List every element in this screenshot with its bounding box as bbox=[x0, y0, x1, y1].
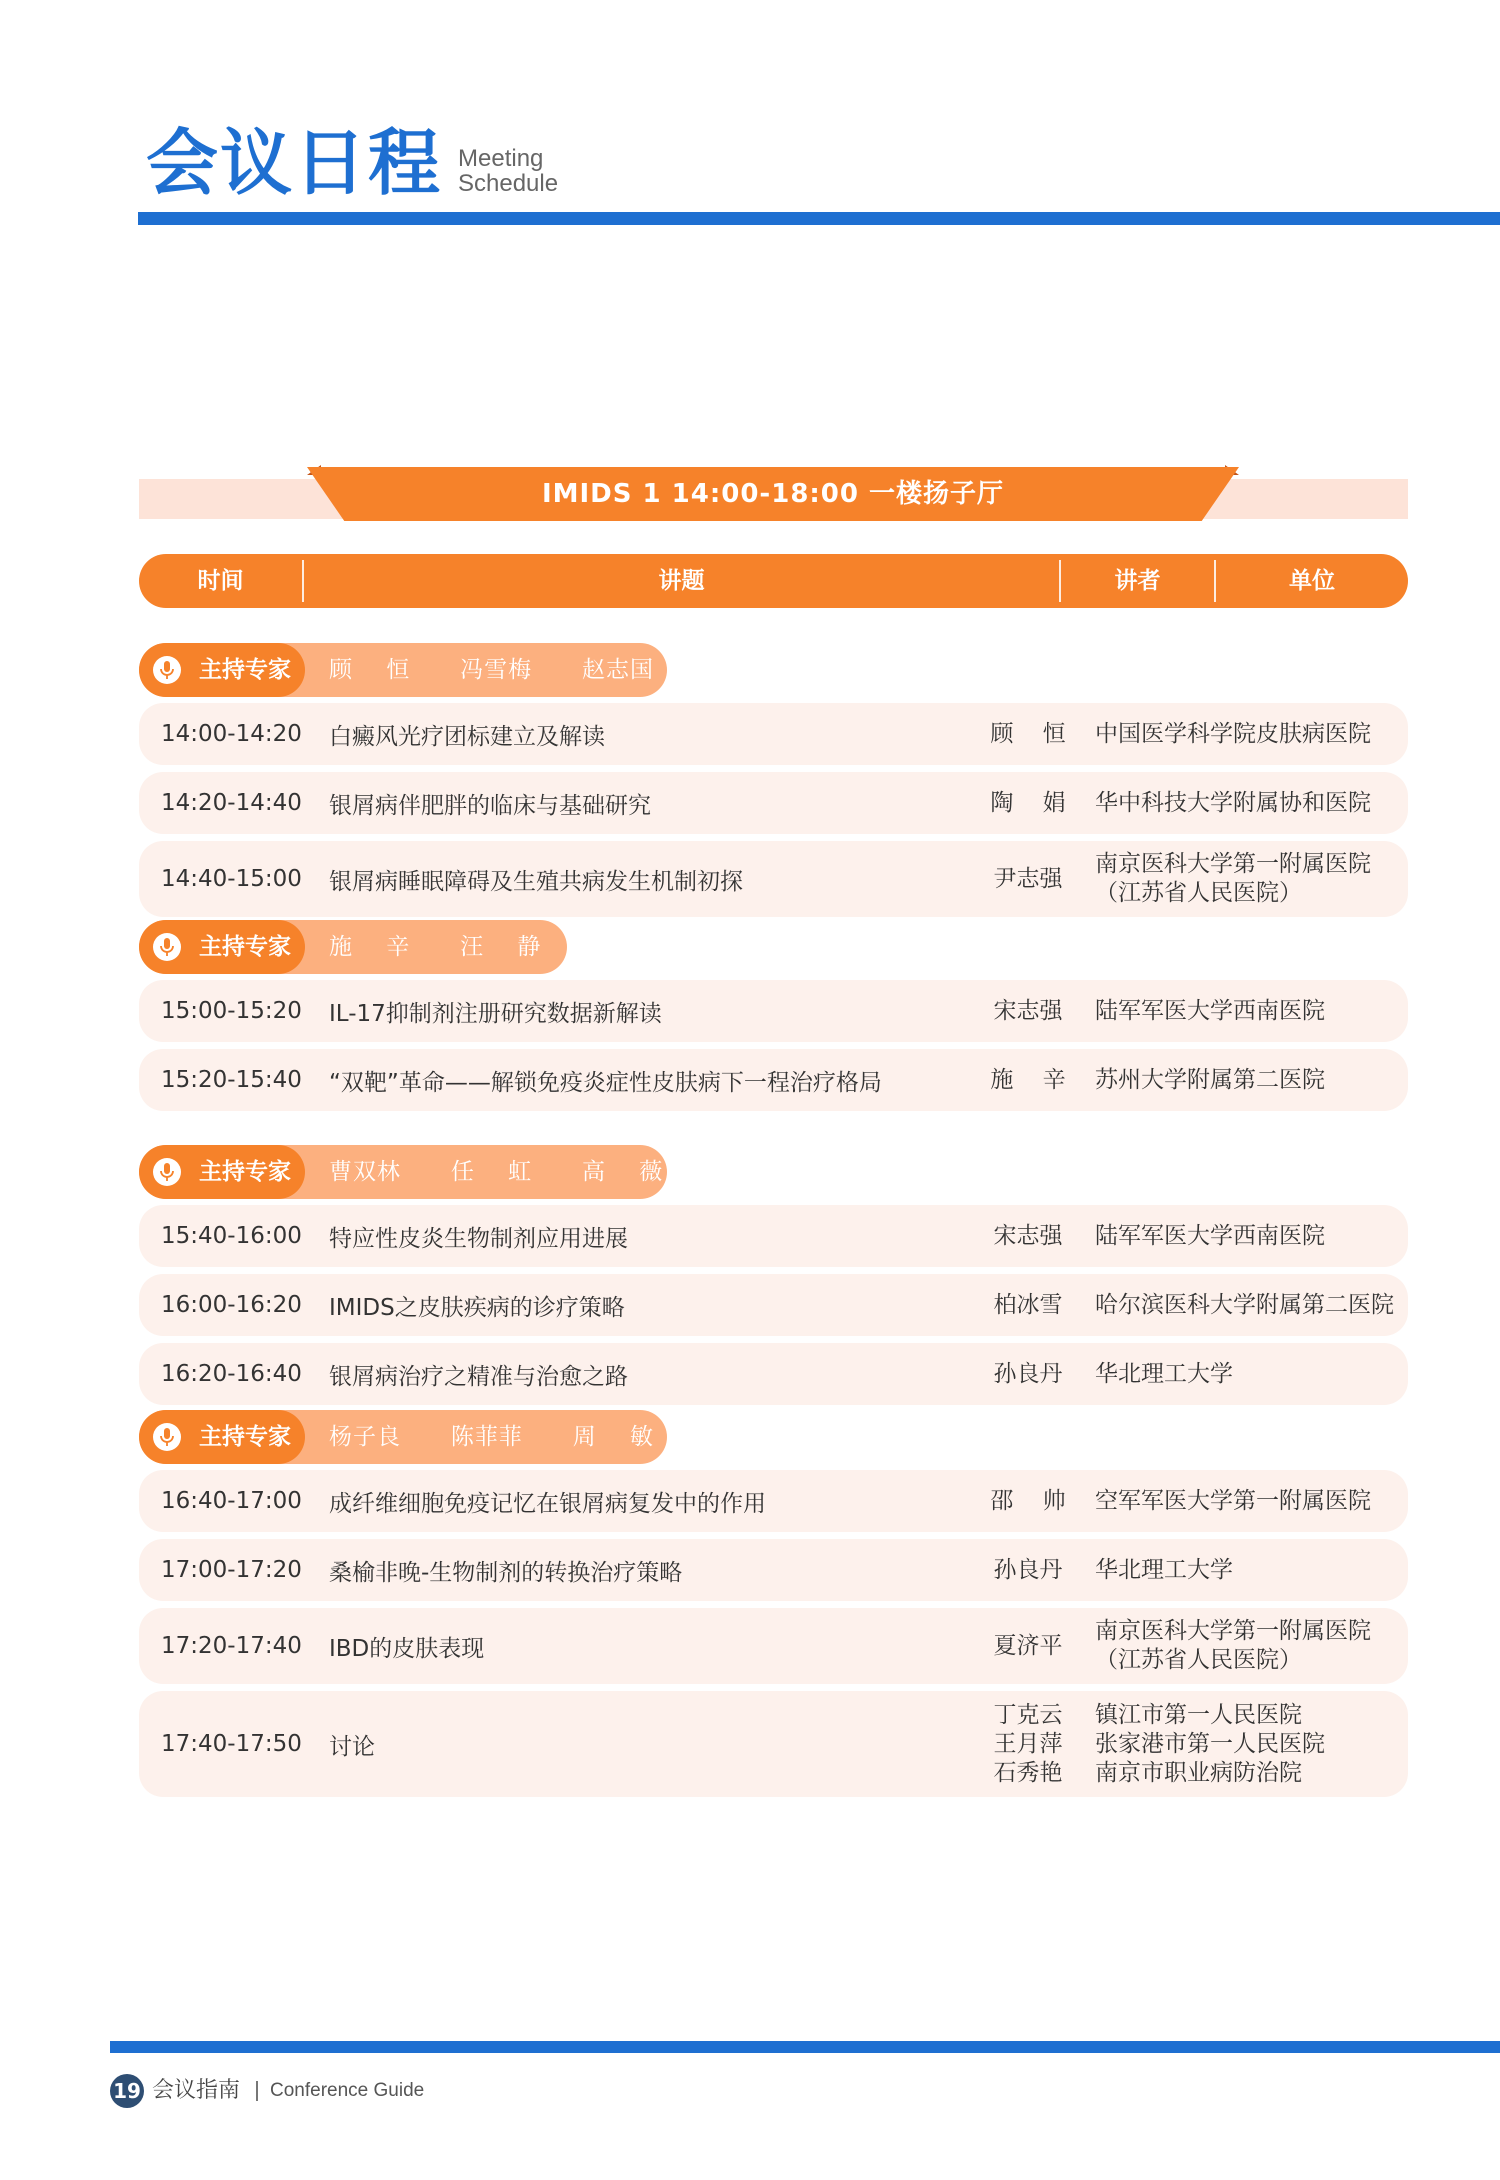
row-topic: 成纤维细胞免疫记忆在银屑病复发中的作用 bbox=[329, 1490, 766, 1517]
row-topic: 特应性皮炎生物制剂应用进展 bbox=[329, 1225, 628, 1252]
row-unit bbox=[1095, 1608, 1407, 1684]
row-unit bbox=[1095, 841, 1407, 917]
moderator-names: 曹双林 任 虹 高 薇 bbox=[329, 1159, 664, 1185]
row-time: 14:20-14:40 bbox=[161, 790, 302, 816]
microphone-icon bbox=[153, 656, 181, 684]
row-time: 17:40-17:50 bbox=[161, 1731, 302, 1757]
microphone-icon bbox=[153, 1423, 181, 1451]
unit-name: 华北理工大学 bbox=[1095, 1360, 1233, 1387]
row-topic: 银屑病伴肥胖的临床与基础研究 bbox=[329, 792, 651, 819]
moderator-bar bbox=[139, 920, 567, 974]
row-time: 16:20-16:40 bbox=[161, 1361, 302, 1387]
schedule-row bbox=[139, 1539, 1408, 1601]
row-unit bbox=[1095, 1049, 1407, 1111]
speaker-name: 柏冰雪 bbox=[993, 1291, 1063, 1318]
subtitle-line-2: Schedule bbox=[458, 170, 559, 197]
row-speaker bbox=[965, 1608, 1091, 1684]
row-unit bbox=[1095, 703, 1407, 765]
row-topic: 讨论 bbox=[329, 1733, 375, 1760]
moderator-names: 顾 恒 冯雪梅 赵志国 bbox=[329, 657, 654, 683]
row-unit bbox=[1095, 1274, 1407, 1336]
row-speaker bbox=[965, 980, 1091, 1042]
microphone-icon bbox=[153, 933, 181, 961]
moderator-label: 主持专家 bbox=[199, 657, 291, 683]
row-speaker bbox=[965, 841, 1091, 917]
speaker-name: 丁克云 bbox=[993, 1701, 1063, 1728]
row-topic: IL-17抑制剂注册研究数据新解读 bbox=[329, 1000, 662, 1027]
row-unit bbox=[1095, 1539, 1407, 1601]
row-speaker bbox=[965, 1343, 1091, 1405]
moderator-names: 施 辛 汪 静 bbox=[329, 934, 542, 960]
page-number: 19 bbox=[110, 2074, 144, 2108]
unit-name: 张家港市第一人民医院 bbox=[1095, 1730, 1325, 1757]
unit-name: （江苏省人民医院） bbox=[1095, 1647, 1302, 1673]
schedule-row bbox=[139, 1049, 1408, 1111]
microphone-icon bbox=[153, 1158, 181, 1186]
row-topic: IMIDS之皮肤疾病的诊疗策略 bbox=[329, 1294, 625, 1321]
moderator-bar bbox=[139, 1410, 667, 1464]
row-speaker bbox=[965, 1205, 1091, 1267]
unit-name: 华中科技大学附属协和医院 bbox=[1095, 789, 1371, 816]
session-banner bbox=[139, 465, 1408, 521]
moderator-label: 主持专家 bbox=[199, 934, 291, 960]
moderator-label: 主持专家 bbox=[199, 1424, 291, 1450]
footer-guide-zh: 会议指南 bbox=[152, 2078, 241, 2103]
page-subtitle bbox=[458, 146, 558, 196]
row-unit bbox=[1095, 1470, 1407, 1532]
row-unit bbox=[1095, 1343, 1407, 1405]
moderator-bar bbox=[139, 1145, 667, 1199]
page-title: 会议日程 bbox=[146, 121, 443, 205]
speaker-name: 尹志强 bbox=[993, 865, 1063, 892]
row-time: 15:20-15:40 bbox=[161, 1067, 302, 1093]
row-speaker bbox=[965, 1539, 1091, 1601]
row-topic: 银屑病治疗之精准与治愈之路 bbox=[329, 1363, 628, 1390]
unit-name: 华北理工大学 bbox=[1095, 1556, 1233, 1583]
moderator-tag bbox=[139, 1410, 305, 1464]
unit-name: 南京市职业病防治院 bbox=[1095, 1759, 1302, 1786]
row-unit bbox=[1095, 772, 1407, 834]
row-time: 15:00-15:20 bbox=[161, 998, 302, 1024]
row-topic: 白癜风光疗团标建立及解读 bbox=[329, 723, 605, 750]
column-speaker: 讲者 bbox=[1114, 568, 1161, 594]
header-divider bbox=[138, 212, 1500, 225]
speaker-name: 孙良丹 bbox=[993, 1360, 1063, 1387]
moderator-tag bbox=[139, 643, 305, 697]
moderator-names: 杨子良 陈菲菲 周 敏 bbox=[329, 1424, 654, 1450]
unit-name: 陆军军医大学西南医院 bbox=[1095, 1222, 1325, 1249]
row-time: 14:40-15:00 bbox=[161, 866, 302, 892]
speaker-name: 石秀艳 bbox=[993, 1759, 1063, 1786]
unit-name: 陆军军医大学西南医院 bbox=[1095, 997, 1325, 1024]
moderator-label: 主持专家 bbox=[199, 1159, 291, 1185]
row-topic: 银屑病睡眠障碍及生殖共病发生机制初探 bbox=[329, 868, 743, 895]
page-header bbox=[0, 0, 1500, 240]
schedule-row bbox=[139, 772, 1408, 834]
unit-name: 南京医科大学第一附属医院 bbox=[1095, 851, 1371, 877]
speaker-name: 施 辛 bbox=[990, 1066, 1066, 1093]
row-topic: 桑榆非晚-生物制剂的转换治疗策略 bbox=[329, 1559, 683, 1586]
row-topic: IBD的皮肤表现 bbox=[329, 1635, 485, 1662]
schedule-row bbox=[139, 1205, 1408, 1267]
footer-separator bbox=[256, 2081, 258, 2101]
unit-name: 空军军医大学第一附属医院 bbox=[1095, 1487, 1371, 1514]
footer-guide-en: Conference Guide bbox=[270, 2080, 425, 2101]
speaker-name: 宋志强 bbox=[993, 1222, 1063, 1249]
row-unit bbox=[1095, 980, 1407, 1042]
row-time: 14:00-14:20 bbox=[161, 721, 302, 747]
schedule-row bbox=[139, 703, 1408, 765]
session-title: IMIDS 1 14:00-18:00 一楼扬子厅 bbox=[541, 479, 1005, 509]
moderator-tag bbox=[139, 1145, 305, 1199]
schedule-row bbox=[139, 1343, 1408, 1405]
schedule-row bbox=[139, 1691, 1408, 1797]
subtitle-line-1: Meeting bbox=[458, 145, 544, 172]
row-speaker bbox=[965, 1274, 1091, 1336]
speaker-name: 孙良丹 bbox=[993, 1556, 1063, 1583]
row-time: 16:40-17:00 bbox=[161, 1488, 302, 1514]
unit-name: 南京医科大学第一附属医院 bbox=[1095, 1618, 1371, 1644]
row-speaker bbox=[965, 1470, 1091, 1532]
column-unit: 单位 bbox=[1289, 568, 1335, 594]
row-time: 16:00-16:20 bbox=[161, 1292, 302, 1318]
schedule-row bbox=[139, 841, 1408, 917]
unit-name: （江苏省人民医院） bbox=[1095, 880, 1302, 906]
speaker-name: 宋志强 bbox=[993, 997, 1063, 1024]
row-speaker bbox=[965, 703, 1091, 765]
row-time: 17:00-17:20 bbox=[161, 1557, 302, 1583]
row-speaker bbox=[965, 1049, 1091, 1111]
schedule-row bbox=[139, 1608, 1408, 1684]
moderator-bar bbox=[139, 643, 667, 697]
row-unit bbox=[1095, 1205, 1407, 1267]
row-time: 15:40-16:00 bbox=[161, 1223, 302, 1249]
unit-name: 中国医学科学院皮肤病医院 bbox=[1095, 720, 1371, 747]
row-time: 17:20-17:40 bbox=[161, 1633, 302, 1659]
schedule-row bbox=[139, 980, 1408, 1042]
schedule-column-header bbox=[139, 554, 1408, 608]
speaker-name: 陶 娟 bbox=[990, 789, 1066, 816]
row-unit bbox=[1095, 1691, 1407, 1797]
moderator-tag bbox=[139, 920, 305, 974]
row-topic: “双靶”革命——解锁免疫炎症性皮肤病下一程治疗格局 bbox=[329, 1069, 882, 1096]
speaker-name: 邵 帅 bbox=[990, 1487, 1066, 1514]
schedule-row bbox=[139, 1470, 1408, 1532]
unit-name: 哈尔滨医科大学附属第二医院 bbox=[1095, 1291, 1394, 1318]
speaker-name: 顾 恒 bbox=[990, 720, 1066, 747]
row-speaker bbox=[965, 772, 1091, 834]
speaker-name: 王月萍 bbox=[993, 1730, 1063, 1757]
schedule-row bbox=[139, 1274, 1408, 1336]
unit-name: 镇江市第一人民医院 bbox=[1095, 1701, 1302, 1728]
column-topic: 讲题 bbox=[658, 568, 705, 594]
unit-name: 苏州大学附属第二医院 bbox=[1095, 1066, 1325, 1093]
speaker-name: 夏济平 bbox=[993, 1632, 1063, 1659]
row-speaker bbox=[965, 1691, 1091, 1797]
footer-divider bbox=[110, 2041, 1500, 2053]
column-time: 时间 bbox=[197, 568, 244, 594]
